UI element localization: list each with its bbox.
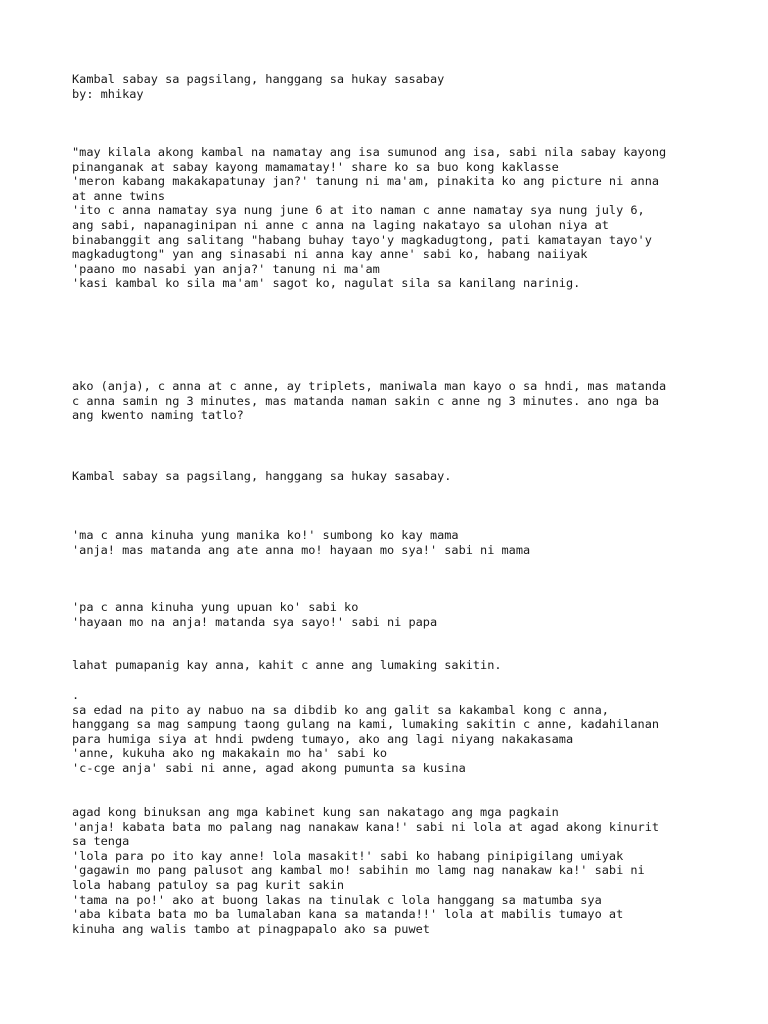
- paragraph-favoritism: [72, 658, 502, 673]
- text-line: sa tenga: [72, 834, 130, 849]
- text-line: Kambal sabay sa pagsilang, hanggang sa hukay sasabay.: [72, 469, 452, 483]
- paragraph-title-repeat: [72, 469, 451, 484]
- text-line: 'pa c anna kinuha yung upuan ko' sabi ko: [72, 600, 359, 614]
- text-line: 'lola para po ito kay anne! lola masakit!' sabi ko habang pinipigilang umiyak: [72, 848, 624, 863]
- paragraph-lola: [72, 805, 659, 936]
- text-line: 'paano mo nasabi yan anja?' tanung ni ma'am: [72, 261, 380, 276]
- text-line: pinanganak at sabay kayong mamamatay!' share ko sa buo kong kaklasse: [72, 159, 559, 174]
- text-line: 'anja! mas matanda ang ate anna mo! hayaan mo sya!' sabi ni mama: [72, 542, 531, 557]
- paragraph-intro: [72, 145, 666, 291]
- text-line: lahat pumapanig kay anna, kahit c anne ang lumaking sakitin.: [72, 658, 502, 672]
- text-line: 'ito c anna namatay sya nung june 6 at ito naman c anne namatay sya nung july 6,: [72, 203, 645, 218]
- paragraph-papa: [72, 600, 437, 629]
- text-line: by: mhikay: [72, 86, 144, 101]
- paragraph-age-seven: [72, 688, 659, 776]
- text-line: .: [72, 688, 80, 702]
- story-title-block: [72, 72, 444, 101]
- text-line: magkadugtong" yan ang sinasabi ni anna kay anne' sabi ko, habang naiiyak: [72, 247, 588, 262]
- text-line: hanggang sa mag sampung taong gulang na kami, lumaking sakitin c anne, kadahilanan: [72, 717, 660, 732]
- document-page: [72, 72, 712, 936]
- paragraph-mama: [72, 528, 530, 557]
- text-line: 'gagawin mo pang palusot ang kambal mo! sabihin mo lamg nag nanakaw ka!' sabi ni: [72, 863, 645, 878]
- text-line: binabanggit ang salitang "habang buhay tayo'y magkadugtong, pati kamatayan tayo'y: [72, 232, 652, 247]
- text-line: ang sabi, napanaginipan ni anne c anna na laging nakatayo sa ulohan niya at: [72, 217, 609, 232]
- text-line: para humiga siya at hndi pwdeng tumayo, ako ang lagi niyang nakakasama: [72, 731, 574, 746]
- text-line: ako (anja), c anna at c anne, ay triplets, maniwala man kayo o sa hndi, mas matanda: [72, 379, 667, 393]
- text-line: 'anne, kukuha ako ng makakain mo ha' sabi ko: [72, 746, 387, 761]
- text-line: Kambal sabay sa pagsilang, hanggang sa hukay sasabay: [72, 72, 445, 86]
- text-line: sa edad na pito ay nabuo na sa dibdib ko ang galit sa kakambal kong c anna,: [72, 702, 609, 717]
- text-line: at anne twins: [72, 188, 166, 203]
- text-line: lola habang patuloy sa pag kurit sakin: [72, 877, 345, 892]
- text-line: c anna samin ng 3 minutes, mas matanda naman sakin c anne ng 3 minutes. ano nga ba: [72, 393, 660, 408]
- text-line: "may kilala akong kambal na namatay ang isa sumunod ang isa, sabi nila sabay kayong: [72, 145, 667, 159]
- text-line: 'aba kibata bata mo ba lumalaban kana sa matanda!!' lola at mabilis tumayo at: [72, 907, 624, 922]
- text-line: agad kong binuksan ang mga kabinet kung san nakatago ang mga pagkain: [72, 805, 559, 819]
- text-line: 'tama na po!' ako at buong lakas na tinulak c lola hanggang sa matumba sya: [72, 892, 602, 907]
- text-line: 'hayaan mo na anja! matanda sya sayo!' sabi ni papa: [72, 614, 438, 629]
- paragraph-triplets: [72, 379, 666, 423]
- text-line: 'anja! kabata bata mo palang nag nanakaw kana!' sabi ni lola at agad akong kinurit: [72, 819, 660, 834]
- text-line: 'kasi kambal ko sila ma'am' sagot ko, nagulat sila sa kanilang narinig.: [72, 276, 581, 291]
- text-line: ang kwento naming tatlo?: [72, 408, 244, 423]
- text-line: 'ma c anna kinuha yung manika ko!' sumbong ko kay mama: [72, 528, 459, 542]
- text-line: 'meron kabang makakapatunay jan?' tanung ni ma'am, pinakita ko ang picture ni anna: [72, 174, 660, 189]
- text-line: kinuha ang walis tambo at pinagpapalo ako sa puwet: [72, 921, 430, 936]
- text-line: 'c-cge anja' sabi ni anne, agad akong pumunta sa kusina: [72, 760, 466, 775]
